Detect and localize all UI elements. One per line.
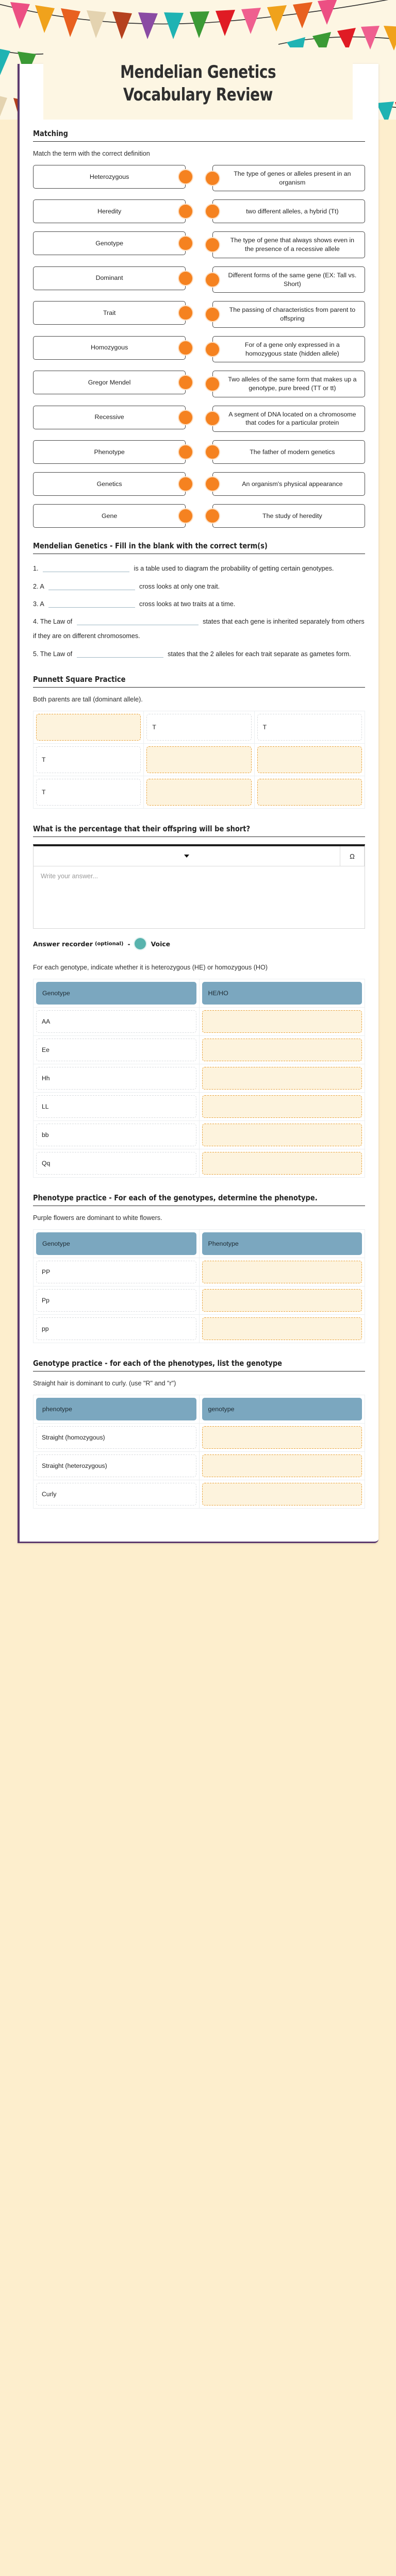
hehe-table-label: bb [36, 1124, 196, 1146]
phenotype-table-header-cell-0 [34, 1229, 200, 1258]
matching-definition-label: two different alleles, a hybrid (Tt) [212, 199, 365, 223]
answer-recorder-row [33, 938, 365, 949]
genotype-table-row [34, 1451, 365, 1480]
phenotype-table-label-cell-1 [34, 1286, 200, 1314]
punnett-static-label: T [257, 714, 362, 741]
matching-term-10[interactable] [33, 504, 186, 528]
phenotype-table-answer-input[interactable] [202, 1289, 362, 1312]
punnett-prompt: Both parents are tall (dominant allele). [33, 696, 143, 704]
punnett-cell-2-0 [34, 776, 144, 809]
genotype-table-header-row [34, 1395, 365, 1423]
fill-blank-item-2 [33, 579, 365, 594]
matching-term-label: Gene [33, 504, 186, 528]
matching-definition-label: The passing of characteristics from parent to offspring [212, 301, 365, 327]
genotype-practice-prompt: Straight hair is dominant to curly. (use "R" and "r") [33, 1379, 176, 1387]
punnett-row [34, 776, 365, 809]
matching-definition-0[interactable] [212, 165, 365, 191]
genotype-practice-table [33, 1395, 365, 1509]
page-title [43, 47, 353, 120]
phenotype-table-label: PP [36, 1261, 196, 1283]
format-dropdown[interactable] [34, 855, 340, 858]
matching-definition-connector-dot[interactable] [206, 509, 219, 523]
recorder-label: Answer recorder [33, 940, 93, 948]
matching-definition-connector-dot[interactable] [206, 412, 219, 425]
hehe-table-label-cell-0 [34, 1007, 200, 1035]
punnett-static-label: T [146, 714, 251, 741]
phenotype-table-label-cell-2 [34, 1314, 200, 1343]
hehe-table-header-row [34, 979, 365, 1007]
genotype-table-answer-input[interactable] [202, 1483, 362, 1506]
genotype-table-row [34, 1480, 365, 1508]
genotype-table-row [34, 1423, 365, 1451]
hehe-table-answer-input[interactable] [202, 1039, 362, 1061]
genotype-table-label-cell-1 [34, 1451, 200, 1480]
fill-blank-text-before: A [40, 600, 46, 608]
hehe-table-answer-cell-3[interactable] [199, 1092, 365, 1120]
matching-row [33, 406, 365, 432]
answer-input[interactable]: Write your answer... [41, 873, 98, 880]
fill-blank-number: 1. [33, 565, 41, 573]
phenotype-table-label-cell-0 [34, 1258, 200, 1286]
hehe-table-row [34, 1007, 365, 1035]
percentage-question-heading: What is the percentage that their offspring will be short? [33, 824, 250, 834]
fill-blank-input[interactable] [77, 649, 163, 658]
recorder-dash: - [127, 940, 130, 948]
matching-definition-label: Different forms of the same gene (EX: Tall vs. Short) [212, 266, 365, 293]
chevron-down-icon [184, 855, 189, 858]
phenotype-table-label: pp [36, 1317, 196, 1340]
matching-term-2[interactable] [33, 231, 186, 255]
hehe-table-label: Hh [36, 1067, 196, 1090]
hehe-table-answer-input[interactable] [202, 1095, 362, 1118]
phenotype-table-answer-cell-1[interactable] [199, 1286, 365, 1314]
genotype-table-header-cell-1 [199, 1395, 365, 1423]
matching-term-8[interactable] [33, 440, 186, 464]
punnett-cell-0-2 [254, 711, 365, 744]
matching-term-label: Gregor Mendel [33, 371, 186, 394]
phenotype-practice-prompt: Purple flowers are dominant to white flowers. [33, 1214, 162, 1222]
matching-definition-connector-dot[interactable] [206, 238, 219, 252]
matching-term-connector-dot[interactable] [179, 509, 192, 523]
genotype-table-column-header: phenotype [36, 1398, 196, 1420]
genotype-table-label: Straight (heterozygous) [36, 1454, 196, 1477]
genotype-table-label: Curly [36, 1483, 196, 1506]
heterozygous-homozygous-table [33, 979, 365, 1178]
fill-blank-items [33, 561, 365, 661]
phenotype-table-row [34, 1314, 365, 1343]
matching-row [33, 371, 365, 397]
punnett-heading: Punnett Square Practice [33, 675, 126, 684]
hehe-table-answer-input[interactable] [202, 1124, 362, 1146]
matching-definition-9[interactable] [212, 472, 365, 496]
matching-row [33, 504, 365, 528]
matching-definition-label: A segment of DNA located on a chromosome that codes for a particular protein [212, 406, 365, 432]
matching-term-label: Trait [33, 301, 186, 325]
fill-blank-number: 2. [33, 582, 40, 590]
matching-definition-1[interactable] [212, 199, 365, 223]
hehe-table-answer-cell-0[interactable] [199, 1007, 365, 1035]
matching-term-9[interactable] [33, 472, 186, 496]
phenotype-practice-table [33, 1229, 365, 1343]
fill-blank-text-before: The Law of [40, 650, 74, 658]
fill-blank-text-after: states that the 2 alleles for each trait separate as gametes form. [166, 650, 351, 658]
matching-divider [33, 141, 365, 142]
hehe-table-row [34, 1149, 365, 1177]
matching-term-connector-dot[interactable] [179, 170, 192, 183]
phenotype-table-answer-cell-0[interactable] [199, 1258, 365, 1286]
matching-term-connector-dot[interactable] [179, 237, 192, 250]
matching-definition-3[interactable] [212, 266, 365, 293]
phenotype-table-header-row [34, 1229, 365, 1258]
hehe-table-answer-cell-2[interactable] [199, 1064, 365, 1092]
hehe-table-label: Qq [36, 1152, 196, 1175]
genotype-table-answer-cell-0[interactable] [199, 1423, 365, 1451]
matching-row [33, 165, 365, 191]
matching-term-label: Homozygous [33, 336, 186, 360]
punnett-cell-2-2[interactable] [254, 776, 365, 809]
matching-definition-label: For of a gene only expressed in a homozygous state (hidden allele) [212, 336, 365, 362]
editor-toolbar [34, 846, 365, 866]
hehe-table-column-header: HE/HO [202, 982, 362, 1005]
matching-term-5[interactable] [33, 336, 186, 360]
matching-term-label: Recessive [33, 406, 186, 429]
phenotype-table-answer-input[interactable] [202, 1317, 362, 1340]
matching-definition-7[interactable] [212, 406, 365, 432]
matching-term-7[interactable] [33, 406, 186, 429]
punnett-cell-1-2[interactable] [254, 744, 365, 776]
matching-definition-6[interactable] [212, 371, 365, 397]
fill-blank-text-after: cross looks at only one trait. [137, 582, 220, 590]
recorder-optional-label: (optional) [94, 941, 124, 947]
punnett-answer-input[interactable] [257, 779, 362, 806]
matching-definition-5[interactable] [212, 336, 365, 362]
worksheet-sheet [18, 64, 378, 1543]
genotype-table-header-cell-0 [34, 1395, 200, 1423]
fill-blank-input[interactable] [77, 616, 199, 625]
matching-definition-label: An organism's physical appearance [212, 472, 365, 496]
hehe-table-header-cell-0 [34, 979, 200, 1007]
matching-definition-connector-dot[interactable] [206, 273, 219, 287]
fill-blank-text-after: states that each gene is inherited separately from others if they are on different chromosomes. [33, 618, 365, 640]
punnett-answer-input[interactable] [146, 746, 251, 773]
matching-row [33, 440, 365, 464]
matching-row [33, 266, 365, 293]
fill-blank-input[interactable] [48, 599, 135, 608]
hehe-table-answer-input[interactable] [202, 1010, 362, 1033]
punnett-cell-1-0 [34, 744, 144, 776]
hehe-table-answer-cell-1[interactable] [199, 1035, 365, 1064]
matching-term-connector-dot[interactable] [179, 341, 192, 355]
fill-blank-item-3 [33, 597, 365, 611]
microphone-icon[interactable] [135, 938, 146, 949]
genotype-table-column-header: genotype [202, 1398, 362, 1420]
hehe-prompt: For each genotype, indicate whether it is heterozygous (HE) or homozygous (HO) [33, 964, 268, 972]
phenotype-table-label: Pp [36, 1289, 196, 1312]
matching-term-connector-dot[interactable] [179, 376, 192, 389]
phenotype-table-row [34, 1286, 365, 1314]
hehe-table-answer-cell-4[interactable] [199, 1120, 365, 1149]
hehe-table-label-cell-3 [34, 1092, 200, 1120]
matching-term-label: Genetics [33, 472, 186, 496]
toolbar-divider-2 [364, 846, 365, 866]
hehe-table-label: Ee [36, 1039, 196, 1061]
hehe-table-answer-input[interactable] [202, 1152, 362, 1175]
matching-row [33, 301, 365, 327]
punnett-answer-input[interactable] [146, 779, 251, 806]
matching-definition-connector-dot[interactable] [206, 308, 219, 321]
matching-term-connector-dot[interactable] [179, 411, 192, 424]
phenotype-table-header-cell-1 [199, 1229, 365, 1258]
fill-blank-input[interactable] [43, 563, 129, 572]
matching-definition-8[interactable] [212, 440, 365, 464]
genotype-practice-heading: Genotype practice - for each of the phenotypes, list the genotype [33, 1358, 283, 1368]
phenotype-practice-heading: Phenotype practice - For each of the genotypes, determine the phenotype. [33, 1193, 318, 1202]
phenotype-table-row [34, 1258, 365, 1286]
punnett-cell-0-1 [144, 711, 254, 744]
matching-term-6[interactable] [33, 371, 186, 394]
matching-definition-2[interactable] [212, 231, 365, 258]
matching-row [33, 199, 365, 223]
genotype-table-answer-cell-2[interactable] [199, 1480, 365, 1508]
hehe-table-row [34, 1120, 365, 1149]
fill-blank-input[interactable] [48, 581, 135, 590]
fill-blank-text-after: is a table used to diagram the probability of getting certain genotypes. [132, 565, 334, 573]
genotype-table-label-cell-0 [34, 1423, 200, 1451]
genotype-table-label: Straight (homozygous) [36, 1426, 196, 1449]
matching-definition-connector-dot[interactable] [206, 172, 219, 185]
matching-definition-connector-dot[interactable] [206, 205, 219, 218]
matching-term-connector-dot[interactable] [179, 205, 192, 218]
matching-term-connector-dot[interactable] [179, 477, 192, 491]
punnett-answer-input[interactable] [36, 714, 141, 741]
matching-heading: Matching [33, 129, 69, 138]
genotype-table-answer-input[interactable] [202, 1454, 362, 1477]
punnett-square-grid [33, 711, 365, 809]
matching-term-connector-dot[interactable] [179, 272, 192, 285]
matching-term-4[interactable] [33, 301, 186, 325]
page-title-line-2: Vocabulary Review [123, 85, 273, 105]
hehe-table-label-cell-5 [34, 1149, 200, 1177]
hehe-table-row [34, 1092, 365, 1120]
header-banner [0, 0, 396, 120]
hehe-table-row [34, 1035, 365, 1064]
fill-blank-number: 4. [33, 618, 40, 626]
hehe-table-row [34, 1064, 365, 1092]
omega-symbol-button[interactable]: Ω [350, 852, 355, 860]
matching-term-1[interactable] [33, 199, 186, 223]
punnett-static-label: T [36, 746, 141, 773]
fill-blank-text-before: A [40, 582, 46, 590]
punnett-answer-input[interactable] [257, 746, 362, 773]
fill-blank-item-4 [33, 614, 365, 644]
fill-blank-number: 3. [33, 600, 40, 608]
matching-term-label: Heredity [33, 199, 186, 223]
matching-rows [33, 165, 365, 528]
page-title-line-1: Mendelian Genetics [120, 62, 276, 82]
matching-definition-4[interactable] [212, 301, 365, 327]
phenotype-table-answer-cell-2[interactable] [199, 1314, 365, 1343]
hehe-table-header-cell-1 [199, 979, 365, 1007]
fill-blank-text-before: The Law of [40, 618, 74, 626]
matching-term-label: Phenotype [33, 440, 186, 464]
genotype-table-label-cell-2 [34, 1480, 200, 1508]
fill-blank-number: 5. [33, 650, 40, 658]
matching-definition-connector-dot[interactable] [206, 377, 219, 391]
matching-row [33, 472, 365, 496]
punnett-cell-2-1[interactable] [144, 776, 254, 809]
hehe-table-label-cell-1 [34, 1035, 200, 1064]
matching-row [33, 231, 365, 258]
matching-term-label: Heterozygous [33, 165, 186, 189]
punnett-static-label: T [36, 779, 141, 806]
hehe-table-label: AA [36, 1010, 196, 1033]
fill-blank-heading: Mendelian Genetics - Fill in the blank with the correct term(s) [33, 541, 268, 551]
matching-term-0[interactable] [33, 165, 186, 189]
matching-definition-connector-dot[interactable] [206, 343, 219, 356]
recorder-voice-label: Voice [151, 940, 171, 948]
matching-term-label: Genotype [33, 231, 186, 255]
matching-term-3[interactable] [33, 266, 186, 290]
matching-term-connector-dot[interactable] [179, 445, 192, 459]
phenotype-table-column-header: Phenotype [202, 1232, 362, 1255]
matching-definition-label: Two alleles of the same form that makes up a genotype, pure breed (TT or tt) [212, 371, 365, 397]
hehe-table-label-cell-4 [34, 1120, 200, 1149]
matching-row [33, 336, 365, 362]
punnett-row [34, 711, 365, 744]
phenotype-table-answer-input[interactable] [202, 1261, 362, 1283]
hehe-table-label: LL [36, 1095, 196, 1118]
punnett-row [34, 744, 365, 776]
hehe-table-answer-input[interactable] [202, 1067, 362, 1090]
hehe-table-label-cell-2 [34, 1064, 200, 1092]
hehe-table-answer-cell-5[interactable] [199, 1149, 365, 1177]
matching-definition-connector-dot[interactable] [206, 445, 219, 459]
matching-definition-label: The type of genes or alleles present in an organism [212, 165, 365, 191]
genotype-table-answer-cell-1[interactable] [199, 1451, 365, 1480]
matching-term-connector-dot[interactable] [179, 306, 192, 320]
fill-blank-item-1 [33, 561, 365, 576]
matching-definition-label: The type of gene that always shows even in the presence of a recessive allele [212, 231, 365, 258]
matching-definition-10[interactable] [212, 504, 365, 528]
matching-definition-label: The study of heredity [212, 504, 365, 528]
answer-editor[interactable] [33, 844, 365, 929]
hehe-table-column-header: Genotype [36, 982, 196, 1005]
matching-prompt: Match the term with the correct definition [33, 150, 150, 157]
fill-blank-text-after: cross looks at two traits at a time. [137, 600, 236, 608]
matching-definition-connector-dot[interactable] [206, 477, 219, 491]
matching-term-label: Dominant [33, 266, 186, 290]
genotype-table-answer-input[interactable] [202, 1426, 362, 1449]
punnett-divider [33, 687, 365, 688]
punnett-cell-0-0[interactable] [34, 711, 144, 744]
punnett-cell-1-1[interactable] [144, 744, 254, 776]
phenotype-table-column-header: Genotype [36, 1232, 196, 1255]
fill-blank-item-5 [33, 647, 365, 661]
matching-definition-label: The father of modern genetics [212, 440, 365, 464]
